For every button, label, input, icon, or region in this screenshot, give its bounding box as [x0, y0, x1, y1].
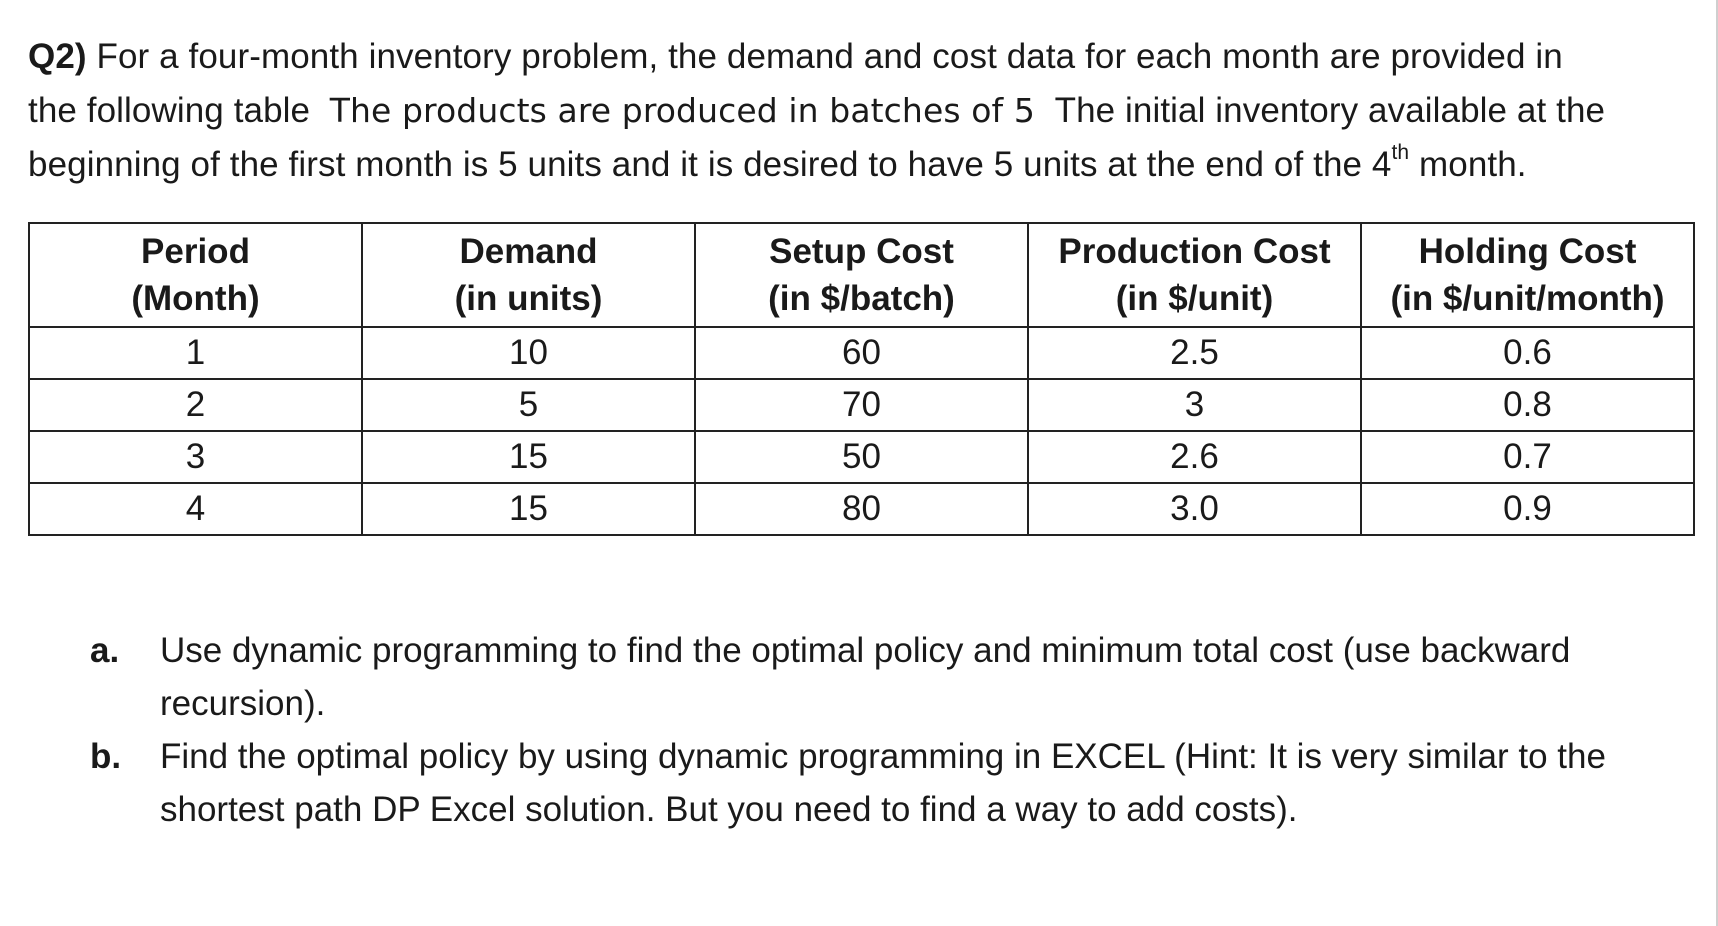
header-holding-cost: Holding Cost (in $/unit/month)	[1361, 223, 1694, 327]
task-line: shortest path DP Excel solution. But you need to find a way to add costs).	[160, 790, 1298, 829]
cell-demand: 5	[362, 379, 695, 431]
cell-setup-cost: 80	[695, 483, 1028, 535]
task-line: Find the optimal policy by using dynamic programming in EXCEL (Hint: It is very similar to the	[160, 737, 1606, 776]
cell-period: 4	[29, 483, 362, 535]
question-line-3: beginning of the first month is 5 units and it is desired to have 5 units at the end of the 4th month.	[28, 141, 1527, 184]
cell-demand: 15	[362, 483, 695, 535]
task-line: Use dynamic programming to find the optimal policy and minimum total cost (use backward	[160, 631, 1571, 670]
table-row	[29, 431, 1694, 483]
task-list	[90, 624, 1690, 836]
cell-setup-cost: 50	[695, 431, 1028, 483]
cell-holding-cost: 0.8	[1361, 379, 1694, 431]
header-setup-cost: Setup Cost (in $/batch)	[695, 223, 1028, 327]
cell-setup-cost: 60	[695, 327, 1028, 379]
table-row	[29, 379, 1694, 431]
cell-demand: 15	[362, 431, 695, 483]
inventory-data-table	[28, 222, 1695, 536]
cell-holding-cost: 0.6	[1361, 327, 1694, 379]
cell-production-cost: 3	[1028, 379, 1361, 431]
question-line-2: the following table The products are produced in batches of 5 The initial inventory available at the	[28, 91, 1606, 130]
cell-period: 1	[29, 327, 362, 379]
task-line: recursion).	[160, 684, 326, 723]
cell-demand: 10	[362, 327, 695, 379]
task-a	[90, 624, 1690, 730]
cell-holding-cost: 0.9	[1361, 483, 1694, 535]
task-marker: a.	[90, 631, 120, 670]
table-row	[29, 483, 1694, 535]
question-number: Q2)	[28, 37, 87, 76]
header-production-cost: Production Cost (in $/unit)	[1028, 223, 1361, 327]
cell-period: 2	[29, 379, 362, 431]
header-period: Period (Month)	[29, 223, 362, 327]
cell-production-cost: 3.0	[1028, 483, 1361, 535]
task-b	[90, 730, 1690, 836]
question-text	[28, 30, 1688, 192]
cell-production-cost: 2.5	[1028, 327, 1361, 379]
cell-period: 3	[29, 431, 362, 483]
task-marker: b.	[90, 737, 122, 776]
cell-production-cost: 2.6	[1028, 431, 1361, 483]
table-row	[29, 327, 1694, 379]
question-line-1: Q2) For a four-month inventory problem, the demand and cost data for each month are provided in	[28, 37, 1563, 76]
header-demand: Demand (in units)	[362, 223, 695, 327]
cell-holding-cost: 0.7	[1361, 431, 1694, 483]
cell-setup-cost: 70	[695, 379, 1028, 431]
table-header-row	[29, 223, 1694, 327]
